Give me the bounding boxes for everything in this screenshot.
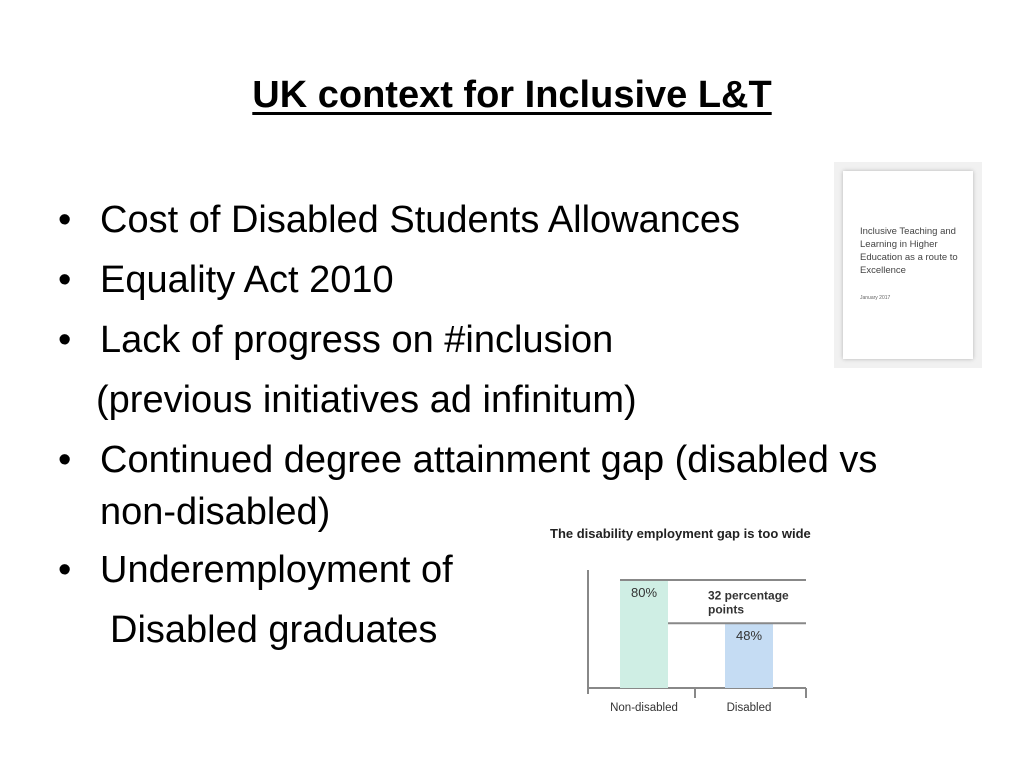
bullet-marker: • [58,319,72,361]
chart-data-label: 80% [630,585,658,600]
bullet-continuation-text: Disabled graduates [110,609,438,651]
bullet-marker: • [58,259,72,301]
slide-title: UK context for Inclusive L&T [252,74,772,116]
report-cover-title: Inclusive Teaching and Learning in Higher Education as a route to Excellence [860,226,958,276]
bullet-text: Equality Act 2010 [100,259,394,301]
bullet-item [58,430,938,540]
bullet-text: Lack of progress on #inclusion [100,319,614,361]
chart-annotation-line2: points [708,602,744,617]
bullet-item [58,190,938,250]
bullet-item [58,310,938,370]
report-cover-date: January 2017 [860,295,891,301]
report-cover-page [843,171,973,359]
chart-category-label: Non-disabled [610,702,678,714]
bullet-marker: • [58,549,72,591]
bullet-text: Cost of Disabled Students Allowances [100,199,741,241]
employment-gap-chart [550,525,850,715]
chart-svg [550,525,850,715]
chart-title: The disability employment gap is too wide [550,526,811,541]
bullet-item [58,250,938,310]
bullet-text: Underemployment of [100,549,453,591]
bullet-marker: • [58,439,72,481]
chart-category-label: Disabled [726,702,772,714]
bullet-marker: • [58,199,72,241]
bullet-continuation [58,370,938,430]
report-cover-image [834,162,982,368]
chart-data-label: 48% [735,628,763,644]
bullet-continuation-text: (previous initiatives ad infinitum) [96,379,637,421]
chart-annotation-line1: 32 percentage [708,588,789,603]
bullet-text: Continued degree attainment gap (disabled vs non-disabled) [100,439,878,533]
